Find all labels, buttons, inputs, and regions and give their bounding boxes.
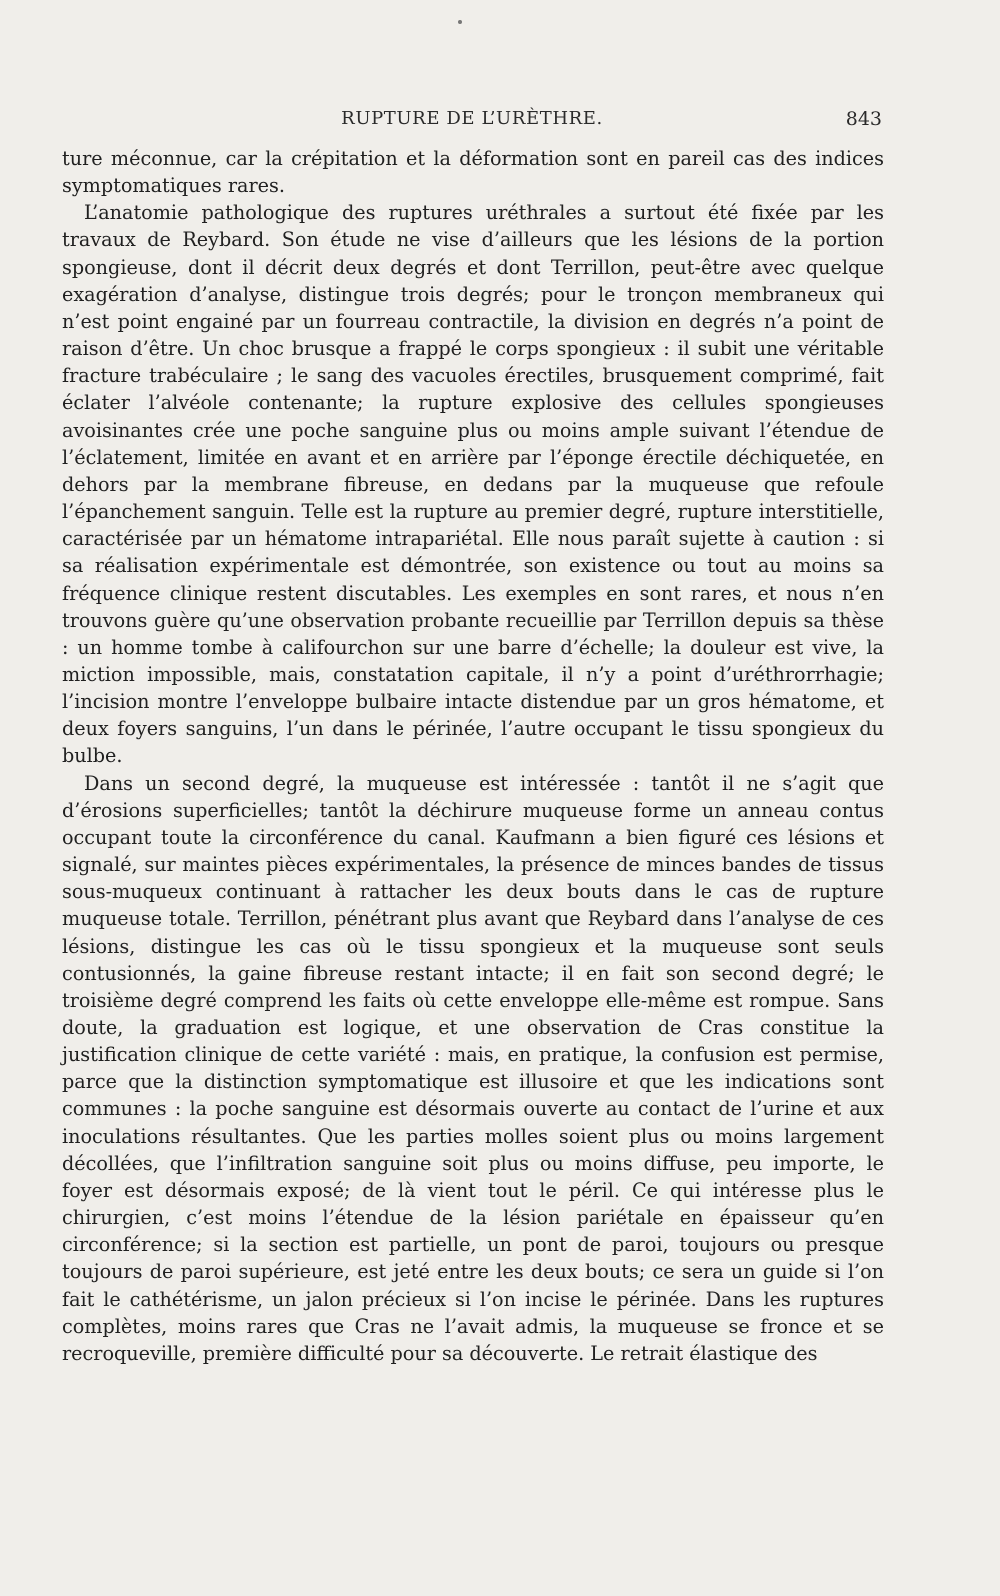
running-head: RUPTURE DE L’URÈTHRE.: [341, 108, 603, 129]
body-text: [62, 145, 884, 1367]
paragraph-anatomy: L’anatomie pathologique des ruptures uréthrales a surtout été fixée par les travaux de Reybard. Son étude ne vise d’ailleurs que les lésions de la portion spongieuse, dont il décrit deux degrés et dont Terrillon, peut-être avec quelque exagération d’analyse, distingue trois degrés; pour le tronçon membraneux qui n’est point engainé par un fourreau contractile, la division en degrés n’a point de raison d’être. Un choc brusque a frappé le corps spongieux : il subit une véritable fracture trabéculaire ; le sang des vacuoles érectiles, brusquement comprimé, fait éclater l’alvéole contenante; la rupture explosive des cellules spongieuses avoisinantes crée une poche sanguine plus ou moins ample suivant l’étendue de l’éclatement, limitée en avant et en arrière par l’éponge érectile déchiquetée, en dehors par la membrane fibreuse, en dedans par la muqueuse que refoule l’épanchement sanguin. Telle est la rupture au premier degré, rupture interstitielle, caractérisée par un hématome intrapariétal. Elle nous paraît sujette à caution : si sa réalisation expérimentale est démontrée, son existence ou tout au moins sa fréquence clinique restent discutables. Les exemples en sont rares, et nous n’en trouvons guère qu’une observation probante recueillie par Terrillon depuis sa thèse : un homme tombe à califourchon sur une barre d’échelle; la douleur est vive, la miction impossible, mais, constatation capitale, il n’y a point d’uréthrorrhagie; l’incision montre l’enveloppe bulbaire intacte distendue par un gros hématome, et deux foyers sanguins, l’un dans le périnée, l’autre occupant le tissu spongieux du bulbe.: [62, 201, 884, 768]
paragraph-continuation: ture méconnue, car la crépitation et la déformation sont en pareil cas des indices symptomatiques rares.: [62, 147, 884, 198]
paragraph-second-degree: Dans un second degré, la muqueuse est intéressée : tantôt il ne s’agit que d’érosions superficielles; tantôt la déchirure muqueuse forme un anneau contus occupant toute la circonférence du canal. Kaufmann a bien figuré ces lésions et signalé, sur maintes pièces expérimentales, la présence de minces bandes de tissus sous-muqueux continuant à rattacher les deux bouts dans le cas de rupture muqueuse totale. Terrillon, pénétrant plus avant que Reybard dans l’analyse de ces lésions, distingue les cas où le tissu spongieux et la muqueuse sont seuls contusionnés, la gaine fibreuse restant intacte; il en fait son second degré; le troisième degré comprend les faits où cette enveloppe elle-même est rompue. Sans doute, la graduation est logique, et une observation de Cras constitue la justification clinique de cette variété : mais, en pratique, la confusion est permise, parce que la distinction symptomatique est illusoire et que les indications sont communes : la poche sanguine est désormais ouverte au contact de l’urine et aux inoculations résultantes. Que les parties molles soient plus ou moins largement décollées, que l’infiltration sanguine soit plus ou moins diffuse, peu importe, le foyer est désormais exposé; de là vient tout le péril. Ce qui intéresse plus le chirurgien, c’est moins l’étendue de la lésion pariétale en épaisseur qu’en circonférence; si la section est partielle, un pont de paroi, toujours ou presque toujours de paroi supérieure, est jeté entre les deux bouts; ce sera un guide si l’on fait le cathétérisme, un jalon précieux si l’on incise le périnée. Dans les ruptures complètes, moins rares que Cras ne l’avait admis, la muqueuse se fronce et se recroqueville, première difficulté pour sa découverte. Le retrait élastique des: [62, 771, 884, 1365]
page-header: [62, 108, 882, 136]
print-speck: [458, 20, 462, 24]
page-number: 843: [845, 108, 882, 130]
